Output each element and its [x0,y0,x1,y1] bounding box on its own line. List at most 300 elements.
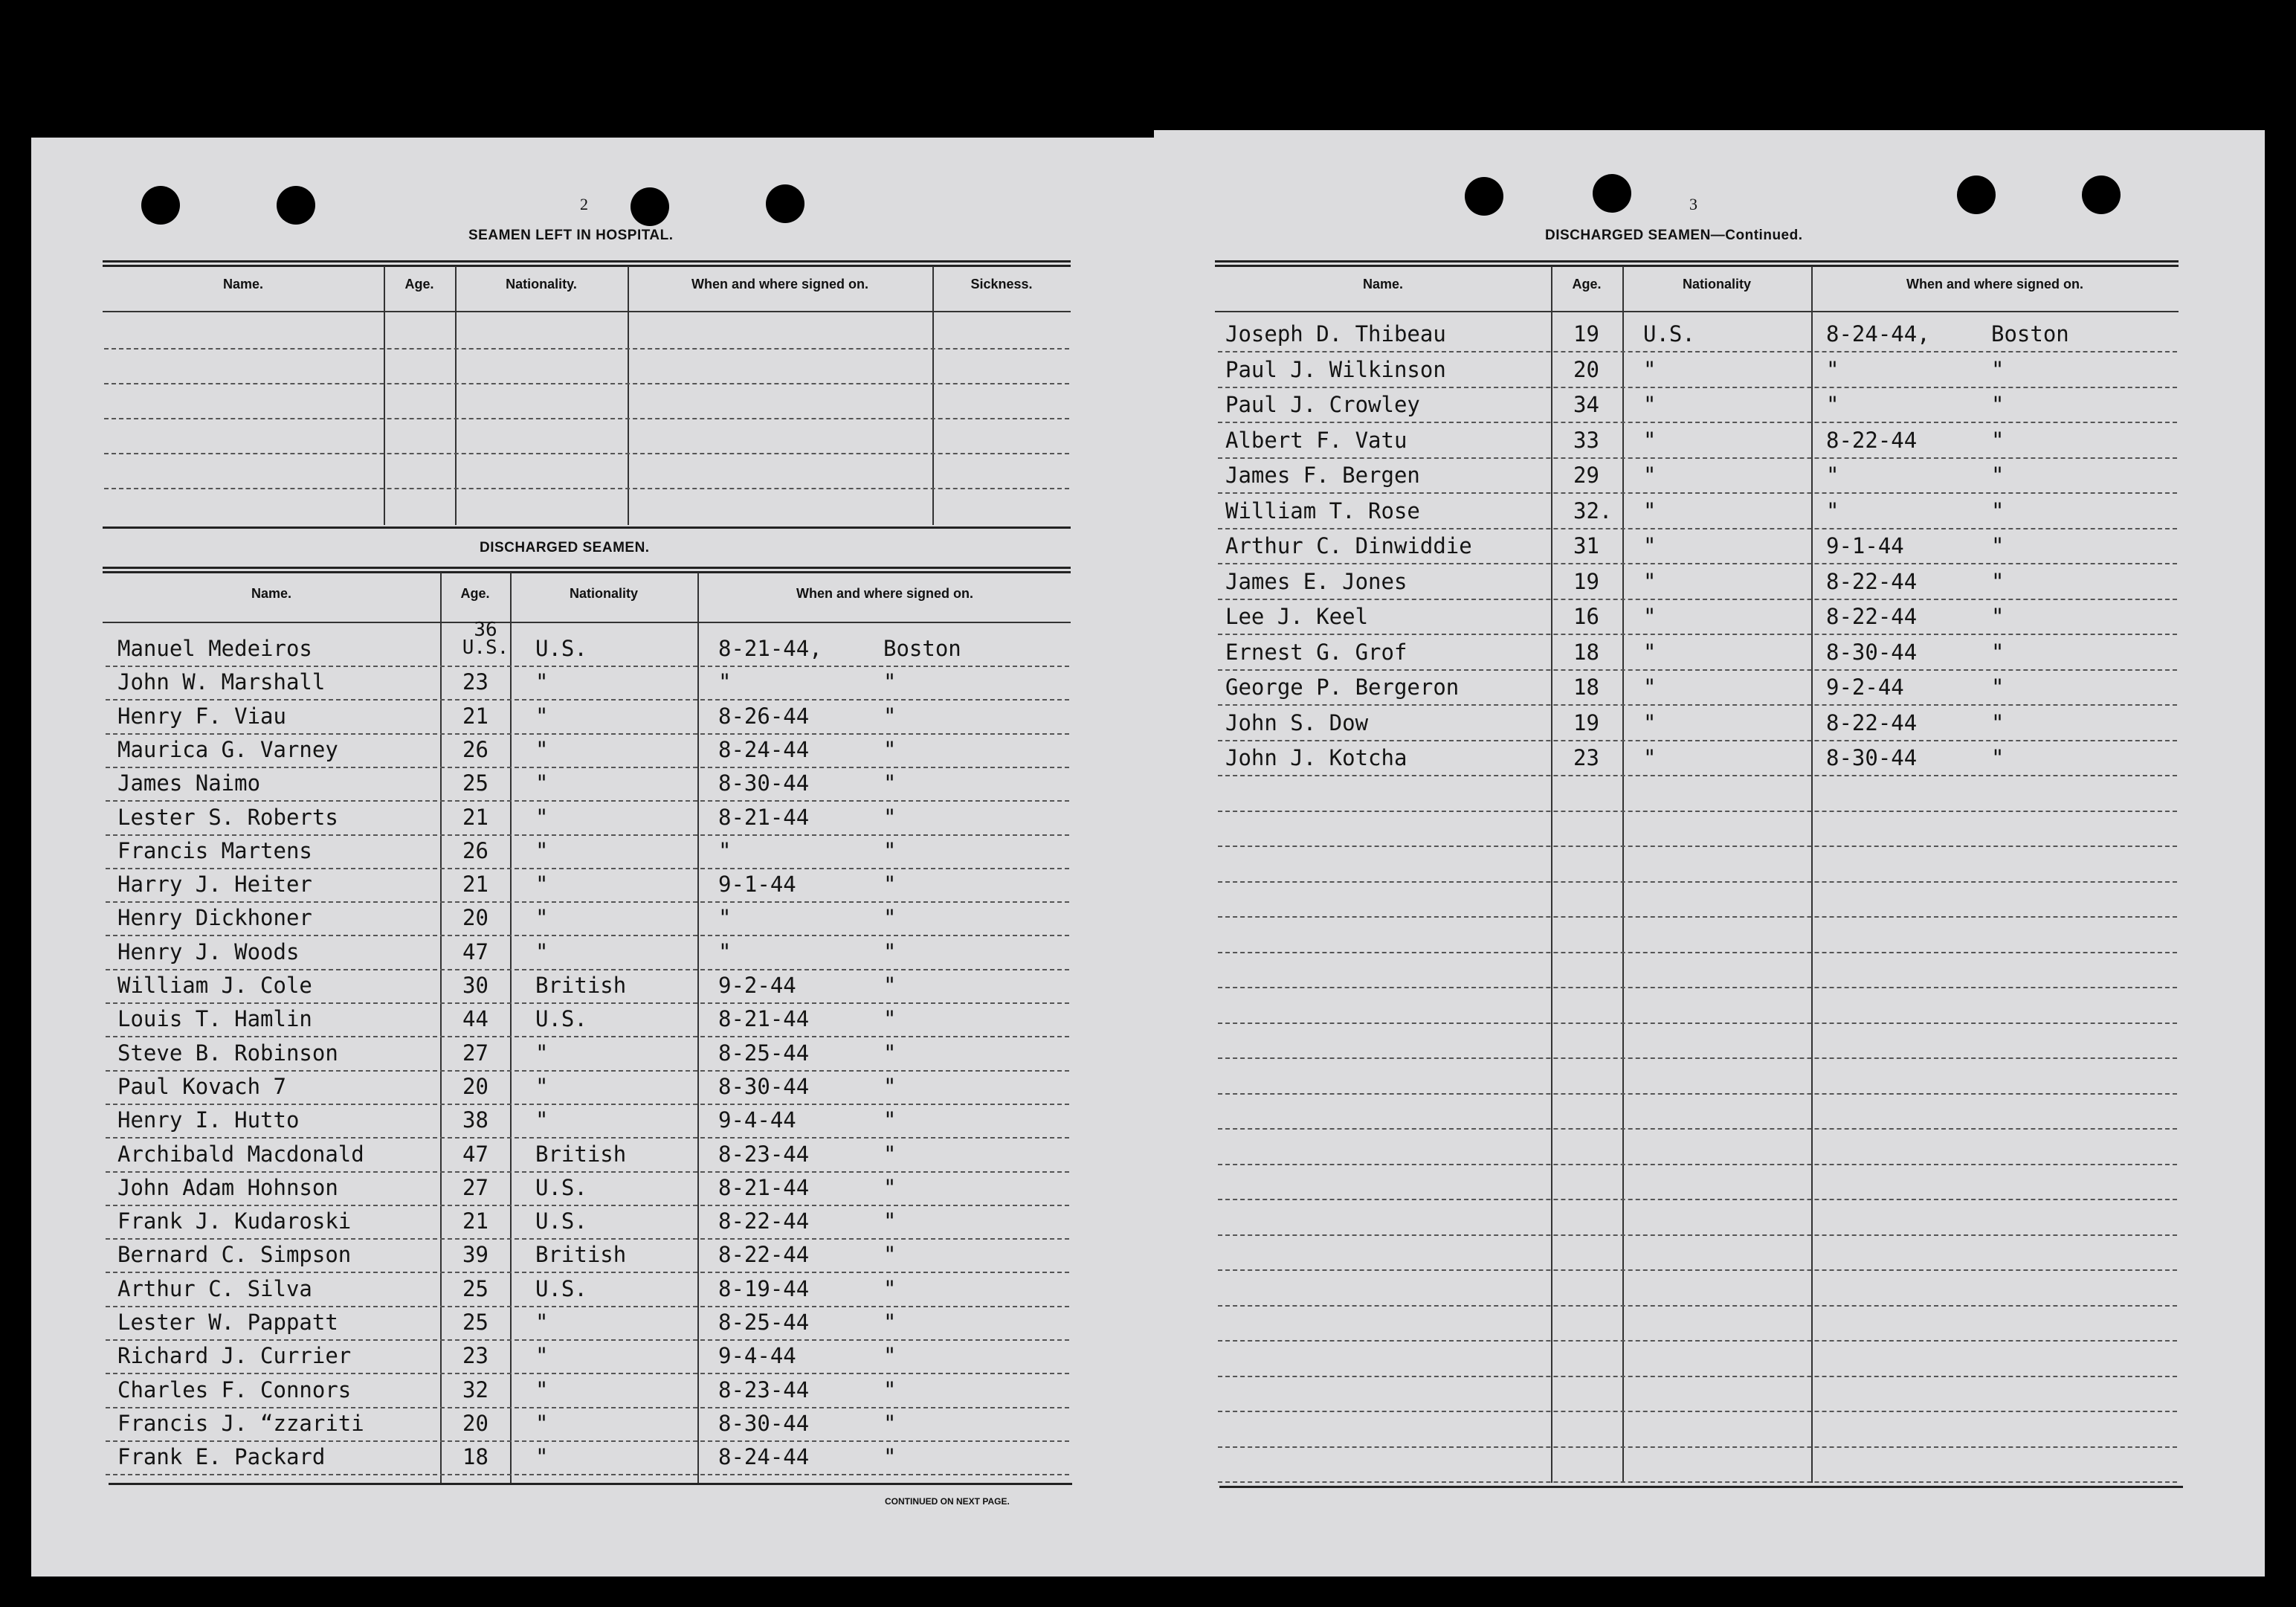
punch-hole [766,184,804,223]
row-line [1218,987,2177,988]
signed-on-date: 8-21-44 [718,1174,810,1200]
signed-on-place: " [883,872,897,898]
row-line [106,1171,1069,1173]
seaman-age: 25 [462,770,488,796]
seaman-name: Henry J. Woods [117,938,300,964]
signed-on-place: Boston [883,636,961,661]
seaman-age: 36 U.S. [462,619,509,659]
seaman-name: William T. Rose [1225,497,1420,524]
seaman-name: Lee J. Keel [1225,604,1369,629]
signed-on-date: 8-24-44 [718,1444,810,1470]
signed-on-place: " [883,1107,897,1133]
row-line [106,733,1069,735]
row-line [106,1137,1069,1139]
column-header: Nationality [1682,277,1751,292]
row-line [1218,952,2177,953]
column-divider [932,266,934,525]
signed-on-date: 8-30-44 [1826,745,1918,770]
seaman-age: 33 [1573,427,1599,453]
signed-on-place: " [1991,356,2005,382]
seaman-name: Ernest G. Grof [1225,639,1407,665]
row-line [1218,492,2177,494]
hospital-top-rule [103,265,1071,267]
column-header: Name. [1362,277,1404,292]
discharged-section-title: DISCHARGED SEAMEN. [480,540,650,555]
signed-on-place: " [1991,392,2005,417]
seaman-name: Arthur C. Dinwiddie [1225,533,1472,558]
column-header: When and where signed on. [691,277,869,292]
signed-on-place: " [883,1310,897,1335]
seaman-age: 18 [1573,639,1599,665]
signed-on-date: " [1826,463,1839,488]
seaman-nationality: " [535,1040,549,1066]
column-divider [697,573,699,1484]
seaman-age: 47 [462,1141,488,1167]
column-divider [628,266,629,525]
row-line [106,1474,1069,1475]
signed-on-place: " [883,1376,897,1402]
signed-on-place: " [1991,604,2005,629]
hospital-section-title: SEAMEN LEFT IN HOSPITAL. [468,228,674,243]
seaman-age: 32. [1573,497,1613,524]
hospital-bottom-rule [103,526,1071,529]
signed-on-place: " [1991,639,2005,665]
seaman-nationality: " [535,837,549,863]
seaman-nationality: " [535,1376,549,1402]
seaman-age: 19 [1573,321,1599,347]
signed-on-place: " [883,837,897,863]
signed-on-date: 8-22-44 [1826,568,1918,594]
column-divider [1811,266,1813,1483]
seaman-nationality: " [535,905,549,931]
row-line [106,800,1069,802]
signed-on-date: 8-30-44 [1826,639,1918,665]
punch-hole [141,186,180,225]
column-header: Name. [251,586,292,601]
row-line [106,868,1069,869]
seaman-nationality: " [1643,674,1657,700]
seaman-name: James F. Bergen [1225,463,1420,488]
seaman-age: 20 [1573,356,1599,382]
signed-on-date: " [1826,392,1839,417]
seaman-age: 23 [462,1343,488,1369]
seaman-age: 34 [1573,392,1599,417]
seaman-name: Manuel Medeiros [117,636,312,661]
seaman-nationality: " [1643,356,1657,382]
seaman-age: 21 [462,1208,488,1234]
row-line [1218,1481,2177,1483]
row-line [1218,704,2177,706]
row-line [1218,1164,2177,1165]
seaman-age: 23 [462,669,488,695]
seaman-age: 20 [462,1073,488,1099]
signed-on-date: " [1826,356,1839,382]
row-line [1218,1199,2177,1200]
column-header: Name. [222,277,264,292]
row-line [104,348,1069,350]
signed-on-date: 8-22-44 [1826,604,1918,629]
punch-hole [2082,175,2121,214]
row-line [1218,1023,2177,1024]
seaman-nationality: British [535,1141,627,1167]
seaman-name: Bernard C. Simpson [117,1242,352,1268]
seaman-name: Henry Dickhoner [117,905,312,931]
signed-on-place: " [883,669,897,695]
signed-on-place: " [883,1208,897,1234]
row-line [1218,1234,2177,1236]
seaman-name: James Naimo [117,770,261,796]
signed-on-date: 8-21-44 [718,1006,810,1032]
seaman-name: Louis T. Hamlin [117,1006,312,1032]
punch-hole [631,187,669,226]
seaman-age: 20 [462,1410,488,1436]
seaman-age: 27 [462,1174,488,1200]
seaman-name: Lester S. Roberts [117,804,338,830]
seaman-name: Archibald Macdonald [117,1141,364,1167]
seaman-age: 20 [462,905,488,931]
signed-on-date: 8-30-44 [718,1410,810,1436]
seaman-nationality: " [1643,463,1657,488]
signed-on-place: " [1991,674,2005,700]
punch-hole [1465,177,1503,216]
seaman-nationality: " [535,1410,549,1436]
seaman-age: 30 [462,973,488,998]
seaman-nationality: " [1643,709,1657,735]
table-top-rule [1215,265,2179,267]
row-line [1218,422,2177,423]
seaman-name: Harry J. Heiter [117,872,312,898]
seaman-nationality: " [1643,604,1657,629]
signed-on-place: " [1991,709,2005,735]
continued-section-title: DISCHARGED SEAMEN—Continued. [1545,228,1803,243]
row-line [1218,1128,2177,1130]
row-line [1218,563,2177,564]
signed-on-place: " [883,1073,897,1099]
row-line [1218,1446,2177,1448]
signed-on-place: " [883,1444,897,1470]
discharged-top-rule [103,571,1071,573]
row-line [106,767,1069,768]
seaman-age: 21 [462,872,488,898]
row-line [106,834,1069,836]
seaman-age: 21 [462,703,488,729]
seaman-nationality: " [535,703,549,729]
page-number: 3 [1689,195,1697,213]
signed-on-date: 9-2-44 [1826,674,1904,700]
discharged-bottom-rule [109,1483,1072,1485]
row-line [106,1407,1069,1408]
seaman-name: Joseph D. Thibeau [1225,321,1446,347]
signed-on-place: " [883,1410,897,1436]
signed-on-place: " [1991,427,2005,453]
seaman-nationality: U.S. [535,1275,587,1301]
column-header: Age. [404,277,434,292]
row-line [1218,528,2177,529]
seaman-name: Henry F. Viau [117,703,286,729]
column-header: Nationality. [506,277,577,292]
row-line [1218,351,2177,352]
column-divider [1551,266,1552,1483]
continued-note: CONTINUED ON NEXT PAGE. [885,1496,1010,1507]
seaman-name: John Adam Hohnson [117,1174,338,1200]
column-divider [384,266,385,525]
seaman-name: John W. Marshall [117,669,326,695]
seaman-name: James E. Jones [1225,568,1407,594]
row-line [106,699,1069,701]
signed-on-date: 8-30-44 [718,770,810,796]
seaman-nationality: U.S. [535,1174,587,1200]
seaman-nationality: " [535,938,549,964]
seaman-name: Albert F. Vatu [1225,427,1407,453]
seaman-nationality: " [535,1073,549,1099]
seaman-nationality: U.S. [535,1208,587,1234]
seaman-nationality: " [535,770,549,796]
signed-on-date: 8-23-44 [718,1376,810,1402]
row-line [1218,634,2177,635]
seaman-name: William J. Cole [117,973,312,998]
signed-on-place: " [883,1275,897,1301]
signed-on-date: 8-25-44 [718,1040,810,1066]
seaman-nationality: U.S. [535,1006,587,1032]
seaman-nationality: " [535,872,549,898]
signed-on-date: 8-22-44 [1826,427,1918,453]
seaman-nationality: British [535,1242,627,1268]
seaman-name: Richard J. Currier [117,1343,352,1369]
row-line [106,1440,1069,1442]
row-line [104,488,1069,489]
seaman-age: 18 [1573,674,1599,700]
seaman-age: 32 [462,1376,488,1402]
signed-on-date: 9-1-44 [718,872,796,898]
row-line [1218,387,2177,388]
row-line [106,1104,1069,1105]
signed-on-place: " [1991,463,2005,488]
seaman-name: Arthur C. Silva [117,1275,312,1301]
seaman-age: 38 [462,1107,488,1133]
signed-on-date: 8-23-44 [718,1141,810,1167]
row-line [1218,669,2177,671]
seaman-age: 21 [462,804,488,830]
column-divider [440,573,442,1484]
signed-on-place: " [883,1343,897,1369]
seaman-nationality: " [1643,427,1657,453]
signed-on-place: " [883,1040,897,1066]
seaman-age: 25 [462,1275,488,1301]
punch-hole [1957,175,1996,214]
row-line [106,935,1069,936]
seaman-nationality: " [535,1444,549,1470]
row-line [1218,1093,2177,1095]
table-top-rule [1215,260,2179,263]
seaman-age: 31 [1573,533,1599,558]
seaman-name: Maurica G. Varney [117,736,338,762]
row-line [1218,1305,2177,1307]
signed-on-place: " [883,1174,897,1200]
seaman-name: Francis J. “zzariti [117,1410,364,1436]
row-line [1218,1340,2177,1342]
seaman-nationality: U.S. [1643,321,1695,347]
signed-on-date: " [1826,497,1839,524]
punch-hole [1593,174,1631,213]
row-line [1218,775,2177,776]
seaman-nationality: " [535,1310,549,1335]
signed-on-place: " [883,703,897,729]
seaman-age: 19 [1573,568,1599,594]
signed-on-place: " [1991,497,2005,524]
seaman-nationality: " [535,1343,549,1369]
hospital-top-rule [103,260,1071,263]
row-line [1218,457,2177,459]
row-line [1218,811,2177,812]
seaman-age: 47 [462,938,488,964]
right-page [1154,130,2265,1577]
punch-hole [277,186,315,225]
seaman-nationality: " [535,804,549,830]
seaman-nationality: " [535,1107,549,1133]
row-line [106,1272,1069,1273]
seaman-nationality: " [1643,745,1657,770]
signed-on-place: " [883,770,897,796]
row-line [106,1205,1069,1206]
row-line [1218,1376,2177,1377]
seaman-name: John J. Kotcha [1225,745,1407,770]
signed-on-place: " [1991,533,2005,558]
signed-on-date: " [718,837,732,863]
signed-on-place: " [883,1242,897,1268]
row-line [1218,599,2177,600]
seaman-age: 29 [1573,463,1599,488]
seaman-age: 16 [1573,604,1599,629]
page-number: 2 [580,195,588,213]
signed-on-place: " [883,905,897,931]
seaman-name: Paul J. Wilkinson [1225,356,1446,382]
row-line [106,1373,1069,1374]
row-line [1218,881,2177,883]
seaman-name: Paul Kovach 7 [117,1073,286,1099]
column-header: Sickness. [970,277,1033,292]
signed-on-place: " [1991,568,2005,594]
seaman-nationality: " [1643,533,1657,558]
seaman-nationality: " [1643,639,1657,665]
seaman-age: 25 [462,1310,488,1335]
seaman-name: Henry I. Hutto [117,1107,300,1133]
seaman-age: 44 [462,1006,488,1032]
seaman-name: Charles F. Connors [117,1376,352,1402]
signed-on-date: 8-22-44 [718,1208,810,1234]
seaman-nationality: " [1643,568,1657,594]
signed-on-place: " [883,1006,897,1032]
signed-on-date: 8-30-44 [718,1073,810,1099]
seaman-age: 27 [462,1040,488,1066]
seaman-age: 26 [462,837,488,863]
seaman-name: Lester W. Pappatt [117,1310,338,1335]
column-divider [1622,266,1624,1483]
seaman-age: 19 [1573,709,1599,735]
table-bottom-rule [1219,1486,2183,1488]
seaman-nationality: U.S. [535,636,587,661]
row-line [106,1339,1069,1341]
seaman-name: Francis Martens [117,837,312,863]
column-header: Age. [460,586,490,601]
discharged-top-rule [103,567,1071,569]
row-line [106,1238,1069,1240]
signed-on-place: " [1991,745,2005,770]
signed-on-date: 8-24-44, [1826,321,1930,347]
seaman-name: Paul J. Crowley [1225,392,1420,417]
row-line [106,1002,1069,1004]
row-line [1218,740,2177,741]
column-header: When and where signed on. [796,586,974,601]
signed-on-date: 9-4-44 [718,1343,796,1369]
row-line [1218,1411,2177,1412]
signed-on-place: " [883,736,897,762]
signed-on-date: 9-2-44 [718,973,796,998]
signed-on-date: 9-1-44 [1826,533,1904,558]
signed-on-date: 8-21-44 [718,804,810,830]
row-line [104,453,1069,454]
header-rule [103,311,1071,312]
seaman-name: Frank J. Kudaroski [117,1208,352,1234]
seaman-nationality: " [535,736,549,762]
signed-on-place: " [883,804,897,830]
header-rule [1215,311,2179,312]
row-line [1218,1057,2177,1059]
signed-on-date: " [718,669,732,695]
signed-on-date: 8-22-44 [718,1242,810,1268]
seaman-nationality: " [535,669,549,695]
signed-on-date: 8-19-44 [718,1275,810,1301]
seaman-nationality: British [535,973,627,998]
seaman-age: 18 [462,1444,488,1470]
seaman-age: 26 [462,736,488,762]
seaman-name: George P. Bergeron [1225,674,1460,700]
row-line [106,666,1069,667]
seaman-name: Frank E. Packard [117,1444,326,1470]
column-header: When and where signed on. [1906,277,2084,292]
signed-on-date: 8-24-44 [718,736,810,762]
signed-on-date: 8-25-44 [718,1310,810,1335]
row-line [1218,916,2177,918]
column-header: Age. [1572,277,1602,292]
row-line [1218,846,2177,847]
row-line [106,969,1069,970]
signed-on-date: " [718,905,732,931]
row-line [106,1036,1069,1037]
row-line [106,901,1069,903]
row-line [106,1306,1069,1307]
seaman-nationality: " [1643,392,1657,417]
seaman-nationality: " [1643,497,1657,524]
signed-on-date: 8-22-44 [1826,709,1918,735]
seaman-name: Steve B. Robinson [117,1040,338,1066]
seaman-name: John S. Dow [1225,709,1369,735]
signed-on-date: 9-4-44 [718,1107,796,1133]
row-line [104,418,1069,419]
header-rule [103,622,1071,623]
signed-on-place: " [883,938,897,964]
row-line [106,1070,1069,1072]
column-header: Nationality [569,586,638,601]
signed-on-date: 8-26-44 [718,703,810,729]
column-divider [510,573,512,1484]
signed-on-place: " [883,1141,897,1167]
signed-on-place: Boston [1991,321,2069,347]
row-line [104,383,1069,384]
seaman-age: 23 [1573,745,1599,770]
signed-on-place: " [883,973,897,998]
seaman-age: 39 [462,1242,488,1268]
row-line [1218,1269,2177,1271]
